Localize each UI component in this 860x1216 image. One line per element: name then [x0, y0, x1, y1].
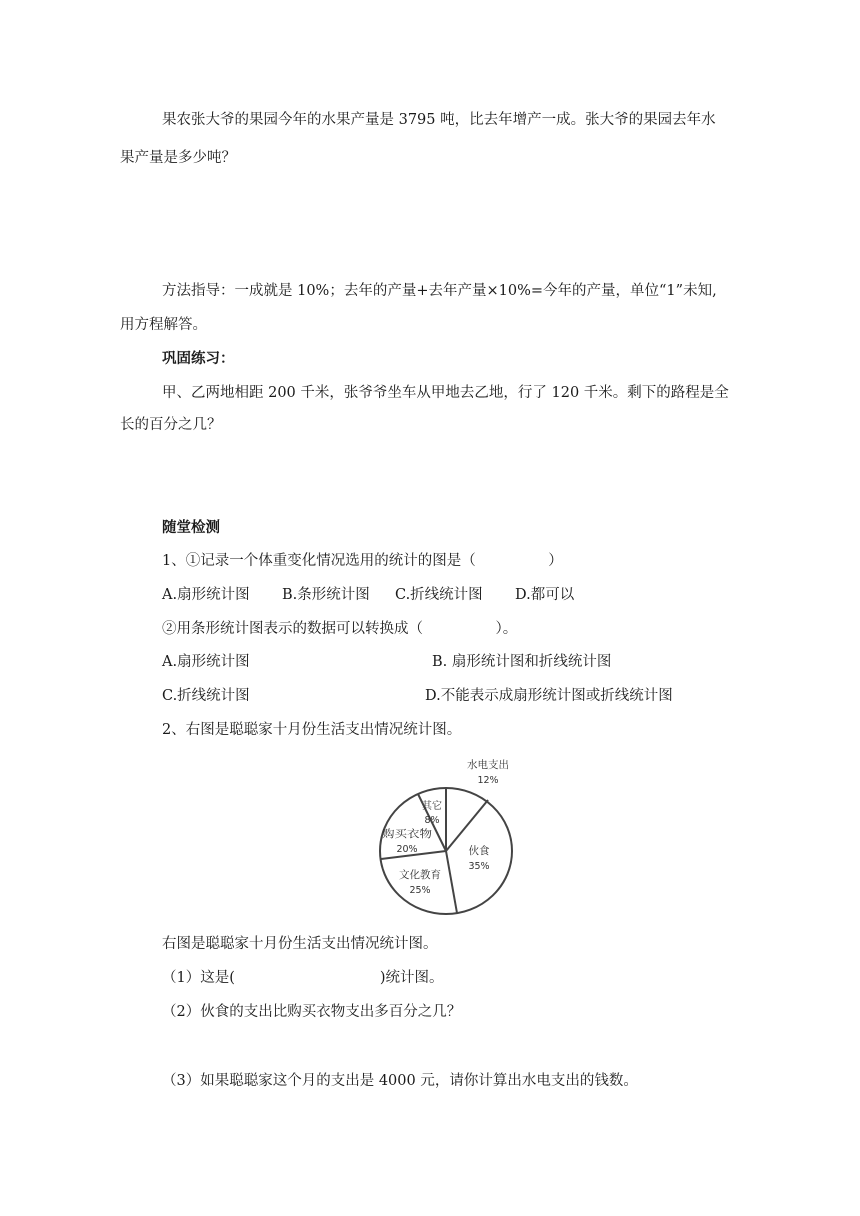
q1-option-c: C.折线统计图	[395, 587, 483, 603]
slice-value-clothing: 20%	[396, 844, 418, 855]
q1b-option-a: A.扇形统计图	[162, 654, 250, 670]
quiz-heading: 随堂检测	[162, 519, 220, 536]
question-2-sub-2: （2）伙食的支出比购买衣物支出多百分之几？	[162, 1004, 462, 1020]
question-2-sub-1: （1）这是( )统计图。	[162, 970, 444, 986]
practice-line-1: 甲、乙两地相距 200 千米，张爷爷坐车从甲地去乙地，行了 120 千米。剩下的路程是全	[162, 385, 729, 401]
slice-label-education: 文化教育	[399, 869, 441, 881]
slice-value-water: 12%	[477, 775, 499, 786]
slice-value-food: 35%	[468, 861, 490, 872]
slice-label-clothing: 购买衣物	[382, 828, 424, 840]
question-1-stem: 1、①记录一个体重变化情况选用的统计的图是（ ）	[162, 553, 563, 569]
practice-line-2: 长的百分之几？	[120, 417, 222, 433]
slice-value-other: 8%	[424, 815, 440, 826]
question-2-stem: 2、右图是聪聪家十月份生活支出情况统计图。	[162, 722, 462, 738]
question-2-sub-3: （3）如果聪聪家这个月的支出是 4000 元，请你计算出水电支出的钱数。	[162, 1073, 638, 1089]
problem-line-1: 果农张大爷的果园今年的水果产量是 3795 吨，比去年增产一成。张大爷的果园去年水	[162, 112, 716, 128]
q1b-option-b: B. 扇形统计图和折线统计图	[432, 654, 612, 670]
slice-value-education: 25%	[409, 885, 431, 896]
q1-option-d: D.都可以	[515, 587, 575, 603]
pie-chart	[372, 752, 522, 918]
method-line-1: 方法指导：一成就是 10%；去年的产量+去年产量×10%=今年的产量，单位“1”未知,	[162, 283, 717, 299]
q1b-option-d: D.不能表示成扇形统计图或折线统计图	[425, 688, 673, 704]
slice-label-other: 其它	[422, 801, 442, 812]
slice-label-food: 伙食	[468, 845, 490, 857]
q1-option-a: A.扇形统计图	[162, 587, 250, 603]
method-line-2: 用方程解答。	[120, 317, 207, 333]
q1b-option-c: C.折线统计图	[162, 688, 250, 704]
practice-heading: 巩固练习：	[162, 350, 235, 367]
slice-label-water: 水电支出	[467, 759, 509, 771]
question-2-caption: 右图是聪聪家十月份生活支出情况统计图。	[162, 936, 438, 952]
q1-option-b: B.条形统计图	[282, 587, 370, 603]
problem-line-2: 果产量是多少吨？	[120, 150, 236, 166]
question-1b-stem: ②用条形统计图表示的数据可以转换成（ ）。	[162, 621, 518, 637]
